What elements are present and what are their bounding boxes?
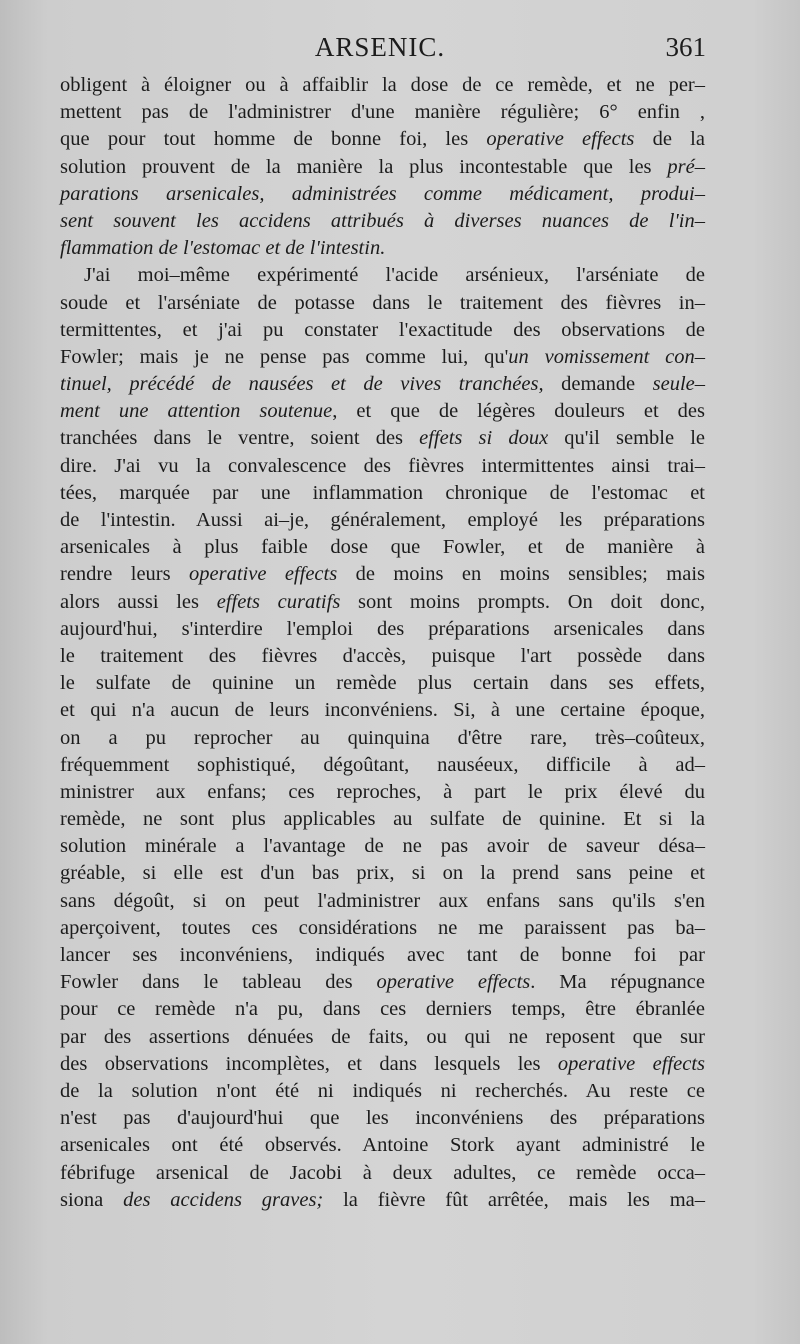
text-line: [60, 561, 705, 588]
italic-text: des accidens graves;: [123, 1188, 324, 1211]
text-line: [60, 126, 705, 153]
page-number: 361: [665, 32, 706, 62]
text-line: [60, 1105, 705, 1132]
text-segment: des observations incomplètes, et dans lesquels les: [60, 1052, 558, 1075]
italic-text: flammation de l'estomac et de l'intestin.: [60, 237, 386, 260]
text-line: [60, 670, 705, 697]
text-line: [60, 1187, 705, 1214]
page-header: [60, 32, 706, 72]
text-segment: et qui n'a aucun de leurs inconvéniens. Si, à une certaine époque,: [60, 699, 705, 722]
text-segment: la fièvre fût arrêtée, mais les ma–: [323, 1188, 705, 1211]
italic-text: effets curatifs: [216, 590, 341, 613]
text-line: [60, 942, 705, 969]
text-segment: de moins en moins sensibles; mais: [337, 563, 706, 586]
text-segment: pour ce remède n'a pu, dans ces derniers temps, être ébranlée: [60, 998, 705, 1021]
text-line: [60, 779, 705, 806]
text-segment: que pour tout homme de bonne foi, les: [60, 128, 487, 151]
text-line: [60, 507, 705, 534]
text-line: [60, 1024, 705, 1051]
italic-text: un vomissement con–: [508, 345, 705, 368]
text-line: [60, 589, 705, 616]
text-line: [60, 480, 705, 507]
italic-text: ment une attention soutenue: [60, 400, 333, 423]
text-segment: fébrifuge arsenical de Jacobi à deux adultes, ce remède occa–: [60, 1161, 705, 1184]
italic-text: parations arsenicales, administrées comme médicament, produi–: [60, 182, 705, 205]
text-line: [60, 290, 705, 317]
italic-text: effets si doux: [419, 427, 549, 450]
text-segment: fréquemment sophistiqué, dégoûtant, nauséeux, difficile à ad–: [60, 753, 705, 776]
text-segment: le traitement des fièvres d'accès, puisque l'art possède dans: [60, 644, 705, 667]
italic-text: sent souvent les accidens attribués à diverses nuances de l'in–: [60, 209, 705, 232]
text-line: [60, 453, 705, 480]
text-segment: sont moins prompts. On doit donc,: [340, 590, 705, 613]
body-text: [60, 72, 705, 1214]
text-segment: on a pu reprocher au quinquina d'être rare, très–coûteux,: [60, 726, 705, 749]
text-line: [60, 371, 705, 398]
text-line: [60, 317, 705, 344]
text-line: [60, 154, 705, 181]
text-line: [60, 806, 705, 833]
text-line: [60, 969, 705, 996]
text-segment: tées, marquée par une inflammation chronique de l'estomac et: [60, 481, 705, 504]
text-segment: alors aussi les: [60, 590, 217, 613]
text-segment: arsenicales à plus faible dose que Fowler, et de manière à: [60, 536, 705, 559]
text-segment: dire. J'ai vu la convalescence des fièvres intermittentes ainsi trai–: [60, 454, 705, 477]
text-segment: . Ma répugnance: [530, 971, 706, 994]
text-segment: Fowler dans le tableau des: [60, 971, 377, 994]
text-line: [60, 697, 705, 724]
text-segment: soude et l'arséniate de potasse dans le traitement des fièvres in–: [60, 291, 705, 314]
text-segment: obligent à éloigner ou à affaiblir la dose de ce remède, et ne per–: [60, 74, 705, 96]
text-segment: gréable, si elle est d'un bas prix, si on la prend sans peine et: [60, 862, 705, 885]
text-line: [60, 752, 705, 779]
text-line: [60, 398, 705, 425]
text-line: [60, 833, 705, 860]
text-line: [60, 72, 705, 99]
italic-text: operative effects: [189, 563, 338, 586]
text-segment: Fowler; mais je ne pense pas comme lui, qu': [60, 345, 509, 368]
text-segment: aperçoivent, toutes ces considérations ne me paraissent pas ba–: [60, 916, 705, 939]
text-segment: n'est pas d'aujourd'hui que les inconvéniens des préparations: [60, 1107, 705, 1130]
text-line: [60, 534, 705, 561]
text-segment: de la: [634, 128, 705, 151]
text-line: [60, 725, 705, 752]
text-segment: arsenicales ont été observés. Antoine Stork ayant administré le: [60, 1134, 705, 1157]
italic-text: operative effects: [376, 971, 531, 994]
text-line: [60, 915, 705, 942]
text-segment: aujourd'hui, s'interdire l'emploi des préparations arsenicales dans: [60, 617, 705, 640]
text-segment: de l'intestin. Aussi ai–je, généralement, employé les préparations: [60, 509, 705, 531]
italic-text: seule–: [652, 373, 706, 396]
text-segment: ministrer aux enfans; ces reproches, à part le prix élevé du: [60, 780, 705, 803]
text-line: [60, 1078, 705, 1105]
text-line: [60, 344, 705, 371]
text-segment: qu'il semble le: [548, 427, 705, 450]
text-segment: termittentes, et j'ai pu constater l'exactitude des observations de: [60, 318, 705, 341]
text-segment: J'ai moi–même expérimenté l'acide arsénieux, l'arséniate de: [84, 264, 705, 287]
text-line: [60, 425, 705, 452]
text-segment: , et que de légères douleurs et des: [332, 400, 705, 423]
text-line: [60, 996, 705, 1023]
text-segment: de la solution n'ont été ni indiqués ni recherchés. Au reste ce: [60, 1079, 705, 1102]
italic-text: tinuel, précédé de nausées et de vives tranchées,: [60, 373, 562, 396]
text-segment: siona: [60, 1188, 124, 1211]
text-line: [60, 1051, 705, 1078]
text-line: [60, 1132, 705, 1159]
text-line: [60, 99, 705, 126]
text-line: [60, 860, 705, 887]
italic-text: pré–: [667, 155, 705, 178]
text-segment: demande: [561, 373, 653, 396]
text-segment: par des assertions dénuées de faits, ou qui ne reposent que sur: [60, 1025, 705, 1048]
text-segment: solution prouvent de la manière la plus incontestable que les: [60, 155, 668, 178]
text-segment: tranchées dans le ventre, soient des: [60, 427, 420, 450]
text-line: [60, 888, 705, 915]
text-line: [60, 208, 705, 235]
italic-text: operative effects: [486, 128, 635, 151]
text-segment: mettent pas de l'administrer d'une manière régulière; 6° enfin ,: [60, 101, 705, 124]
text-line: [60, 262, 705, 289]
text-line: [60, 181, 705, 208]
running-title: ARSENIC.: [314, 32, 446, 62]
text-line: [60, 235, 705, 262]
text-segment: rendre leurs: [60, 563, 190, 586]
text-segment: solution minérale a l'avantage de ne pas avoir de saveur désa–: [60, 835, 705, 858]
italic-text: operative effects: [557, 1052, 705, 1075]
text-segment: lancer ses inconvéniens, indiqués avec tant de bonne foi par: [60, 944, 705, 966]
text-line: [60, 616, 705, 643]
text-segment: remède, ne sont plus applicables au sulfate de quinine. Et si la: [60, 808, 705, 831]
text-line: [60, 1160, 705, 1187]
text-segment: le sulfate de quinine un remède plus certain dans ses effets,: [60, 672, 705, 695]
text-segment: sans dégoût, si on peut l'administrer aux enfans sans qu'ils s'en: [60, 889, 705, 912]
text-line: [60, 643, 705, 670]
